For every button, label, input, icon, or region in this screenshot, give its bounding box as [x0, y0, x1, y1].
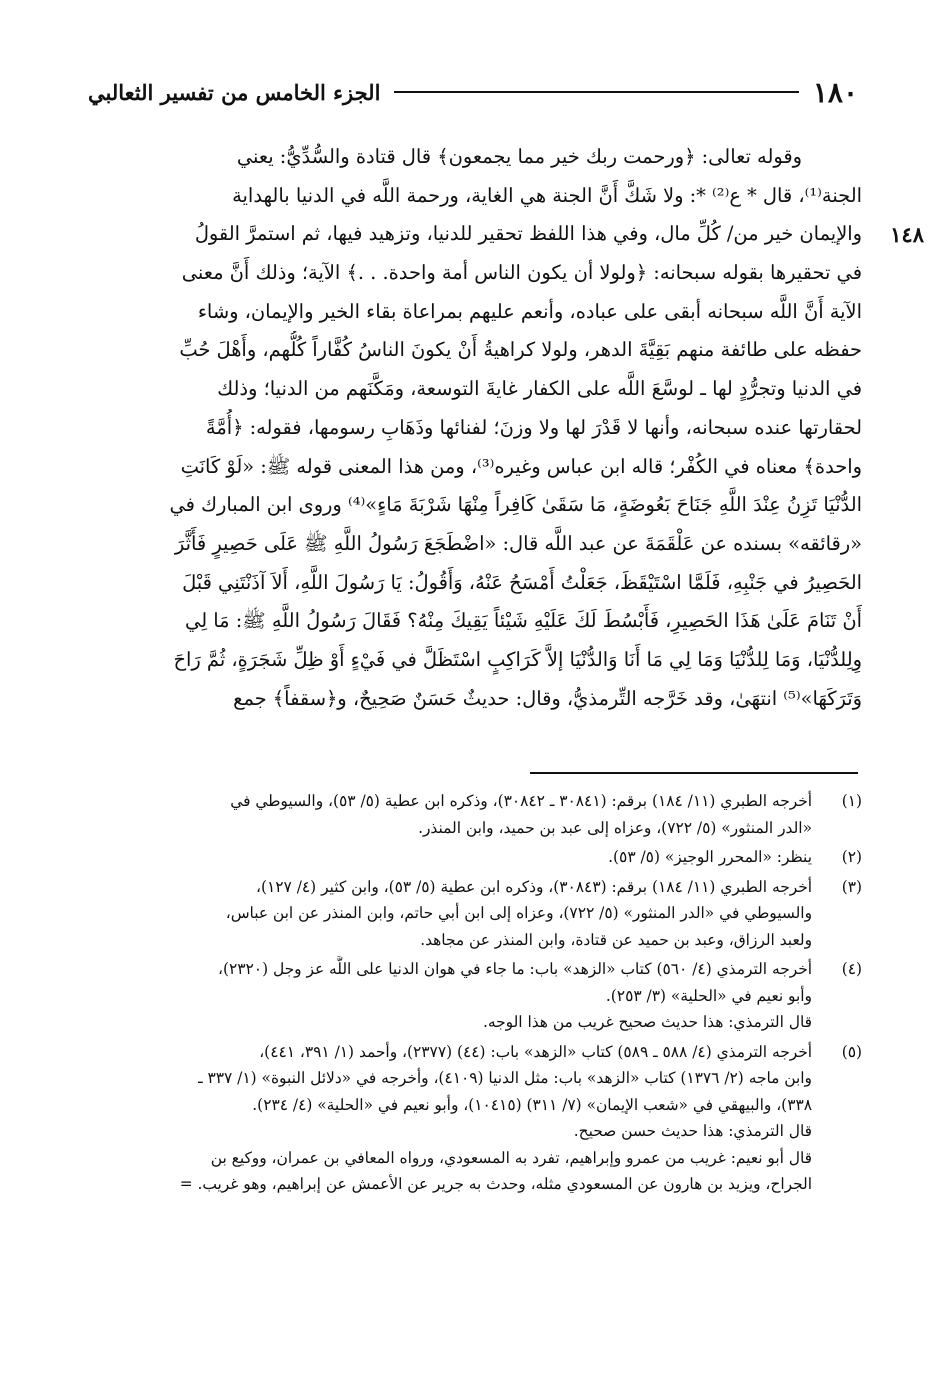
footnote-line: وابن ماجه (٢/ ١٣٧٦) كتاب «الزهد» باب: مثل الدنيا (٤١٠٩)، وأخرجه في «دلائل النبوة» (١/ ٣٣٧ ـ: [198, 1069, 812, 1087]
footnote: [92, 874, 862, 954]
text-line: أَنْ تَنَامَ عَلَىٰ هَذَا الحَصِيرِ، فَأَبْسُطَ لَكَ عَلَيْهِ شَيْئاً يَقِيكَ مِنْهُ؟ فَقَالَ رَسُولُ اللَّهِ ﷺ: مَا لِي: [185, 609, 862, 633]
footnote-number: (٢): [841, 848, 862, 866]
footnote-divider: [530, 772, 858, 774]
footnote: [92, 844, 862, 871]
text-line: وِلِلدُّنْيَا، وَمَا لِلدُّنْيَا وَمَا لِي مَا أَنَا وَالدُّنْيَا إلاَّ كَرَاكِبٍ اسْتَظَلَّ في فَيْءٍ أَوْ ظِلِّ شَجَرَةٍ، ثُمَّ رَاحَ: [173, 647, 862, 671]
text-line: والإيمان خير من/ كُلِّ مال، وفي هذا اللفظ تحقير للدنيا، وتزهيد فيها، ثم استمرَّ القولُ: [194, 222, 862, 246]
text-line: لحقارتها عنده سبحانه، وأنها لا قَدْرَ لها ولا وزنَ؛ لفنائها وذَهَابِ رسومها، فقوله: ﴿أُمَّةً: [205, 415, 862, 439]
footnote-line: أخرجه الطبري (١١/ ١٨٤) برقم: (٣٠٨٤١ ـ ٣٠٨٤٢)، وذكره ابن عطية (٥/ ٥٣)، والسيوطي في: [230, 792, 812, 810]
footnote-line: أخرجه الترمذي (٤/ ٥٨٨ ـ ٥٨٩) كتاب «الزهد» باب: (٤٤) (٢٣٧٧)، وأحمد (١/ ٣٩١، ٤٤١)،: [259, 1042, 812, 1061]
footnote: [92, 788, 862, 841]
text-line: واحدة﴾ معناه في الكُفْر؛ قاله ابن عباس وغيره⁽³⁾، ومن هذا المعنى قوله ﷺ: «لَوْ كَانَتِ: [180, 454, 862, 478]
footnote-line: أخرجه الطبري (١١/ ١٨٤) برقم: (٣٠٨٤٣)، وذكره ابن عطية (٥/ ٥٣)، وابن كثير (٤/ ١٢٧)،: [256, 877, 812, 896]
footnote-line: ينظر: «المحرر الوجيز» (٥/ ٥٣).: [608, 848, 812, 866]
footnote-line: وأبو نعيم في «الحلية» (٣/ ٢٥٣).: [605, 986, 812, 1005]
main-text: [92, 138, 862, 718]
text-line: الآية أَنَّ اللَّه سبحانه أبقى على عباده، وأنعم عليهم بمراعاة بقاء الخير والإيمان، وشاء: [197, 299, 862, 323]
header-rule: [394, 91, 798, 93]
text-line: في الدنيا وتجرُّدٍ لها ـ لوسَّعَ اللَّه على الكفار غايةَ التوسعة، ومَكَّنَهم من الدنيا؛ وذلك: [217, 377, 862, 401]
text-line: الجنة⁽¹⁾، قال * ع⁽²⁾ *: ولا شَكَّ أَنَّ الجنة هي الغاية، ورحمة اللَّه في الدنيا بالهداية: [232, 183, 862, 207]
footnote-line: ٣٣٨)، والبيهقي في «شعب الإيمان» (٧/ ٣١١) (١٠٤١٥)، وأبو نعيم في «الحلية» (٤/ ٢٣٤).: [252, 1095, 812, 1114]
footnote-number: (٥): [841, 1042, 862, 1061]
text-line: وقوله تعالى: ﴿ورحمت ربك خير مما يجمعون﴾ قال قتادة والسُّدِّيُّ: يعني: [236, 145, 802, 168]
running-title: الجزء الخامس من تفسير الثعالبي: [88, 79, 381, 105]
footnote-line: قال أبو نعيم: غريب من عمرو وإبراهيم، تفرد به المسعودي، ورواه المعافي بن عمران، ووكيع بن: [210, 1148, 812, 1167]
marginal-folio-number: ١٤٨: [890, 222, 924, 247]
page-number: ١٨٠: [812, 75, 858, 109]
footnote-number: (٣): [841, 877, 862, 896]
footnote-line: قال الترمذي: هذا حديث صحيح غريب من هذا الوجه.: [482, 1013, 812, 1031]
footnote: [92, 1039, 862, 1198]
footnote-line: الجراح، ويزيد بن هارون عن المسعودي مثله، وحدث به جرير عن الأعمش عن إبراهيم، وهو غريب. =: [179, 1175, 812, 1193]
footnote: [92, 956, 862, 1036]
footnotes: [92, 788, 862, 1201]
text-line: في تحقيرها بقوله سبحانه: ﴿ولولا أن يكون الناس أمة واحدة. . .﴾ الآية؛ وذلك أَنَّ معنى: [181, 261, 862, 285]
footnote-line: أخرجه الترمذي (٤/ ٥٦٠) كتاب «الزهد» باب: ما جاء في هوان الدنيا على اللَّه عز وجل (٢٣٢٠)،: [218, 960, 812, 978]
text-line: حفظه على طائفة منهم بَقِيَّةَ الدهر، ولولا كراهيةُ أَنْ يكونَ الناسُ كُفَّاراً كُلُّهم، وأَهْلَ حُبِّ: [179, 338, 862, 362]
text-line: الحَصِيرُ في جَنْبِهِ، فَلَمَّا اسْتَيْقَظَ، جَعَلْتُ أَمْسَحُ عَنْهُ، وَأَقُولُ: يَا رَسُولَ اللَّهِ، أَلاَ آذَنْتَنِي قَبْلَ: [182, 570, 862, 594]
footnote-line: والسيوطي في «الدر المنثور» (٥/ ٧٢٢)، وعزاه إلى ابن أبي حاتم، وابن المنذر عن ابن عباس،: [225, 904, 812, 922]
footnote-number: (٤): [841, 960, 862, 978]
text-line: «رقائقه» بسنده عن عَلْقَمَةَ عن عبد اللَّه قال: «اضْطَجَعَ رَسُولُ اللَّهِ ﷺ عَلَى حَصِيرٍ فَأَثَّرَ: [174, 531, 862, 555]
footnote-number: (١): [841, 792, 862, 810]
footnote-line: «الدر المنثور» (٥/ ٧٢٢)، وعزاه إلى عبد بن حميد، وابن المنذر.: [418, 818, 812, 837]
page-header: [88, 72, 858, 112]
footnote-line: ولعبد الرزاق، وعبد بن حميد عن قتادة، وابن المنذر عن مجاهد.: [420, 930, 812, 949]
text-line: وَتَرَكَهَا»⁽⁵⁾ انتهَىٰ، وقد خَرَّجه التِّرمذيُّ، وقال: حديثٌ حَسَنٌ صَحِيحٌ، و﴿سقفاً﴾ جمع: [233, 686, 862, 710]
footnote-line: قال الترمذي: هذا حديث حسن صحيح.: [573, 1122, 812, 1140]
text-line: الدُّنْيَا تَزِنُ عِنْدَ اللَّهِ جَنَاحَ بَعُوضَةٍ، مَا سَقَىٰ كَافِراً مِنْهَا شَرْبَةَ مَاءٍ»⁽⁴⁾ وروى ابن المبارك في: [169, 493, 862, 517]
